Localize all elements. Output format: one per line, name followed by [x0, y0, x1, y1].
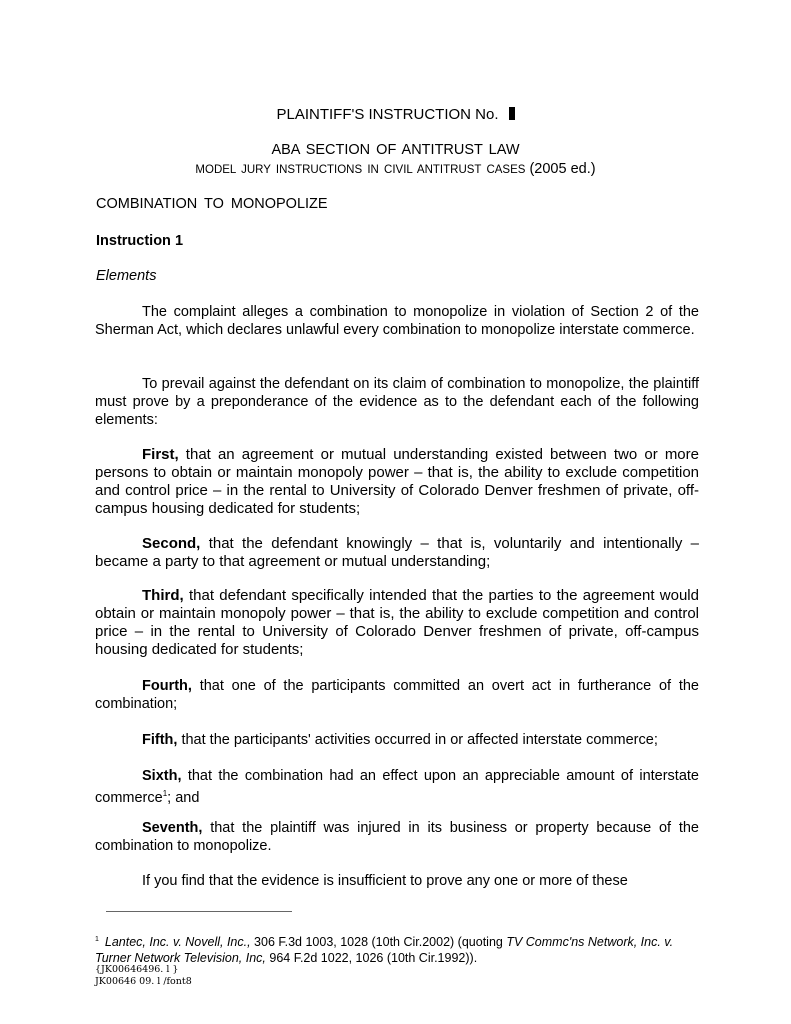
element-tail: ; and [167, 790, 200, 806]
source-line-1: ABA SECTION OF ANTITRUST LAW [271, 142, 520, 158]
element-fifth [95, 731, 699, 749]
subheading: Elements [96, 268, 157, 284]
citation: 306 F.3d 1003, 1028 (10th Cir.2002) (quoting [250, 935, 507, 949]
document-id-1: {JK00646496. l } [95, 964, 179, 975]
footnote-divider [106, 911, 292, 912]
paragraph-complaint: The complaint alleges a combination to monopolize in violation of Section 2 of the Sherman Act, which declares unlawful every combination to monopolize interstate commerce. [95, 304, 699, 338]
element-text: that the combination had an effect upon an appreciable amount of interstate commerce [95, 768, 699, 806]
footnote [95, 932, 705, 966]
element-label: Fifth, [142, 732, 178, 748]
footnote-marker: 1 [95, 936, 99, 943]
element-first [95, 446, 699, 518]
instruction-title [0, 106, 791, 123]
element-third [95, 587, 699, 659]
element-label: Seventh, [142, 820, 203, 836]
element-text: that the plaintiff was injured in its business or property because of the combination to monopolize. [95, 820, 699, 854]
paragraph-closing: If you find that the evidence is insufficient to prove any one or more of these [142, 873, 628, 889]
element-seventh [95, 819, 699, 855]
element-text: that the defendant knowingly – that is, voluntarily and intentionally – became a party to that agreement or mutual understanding; [95, 535, 699, 570]
element-sixth [95, 767, 699, 807]
element-text: that defendant specifically intended that the parties to the agreement would obtain or maintain monopoly power – that is, the ability to exclude competition and control price – in the rental to University of Colorado Denver freshmen of private, off-campus housing dedicated for students; [95, 587, 699, 658]
source-line-2 [0, 161, 791, 177]
element-label: Sixth, [142, 768, 182, 784]
element-label: First, [142, 446, 179, 463]
document-id-2: JK00646 09. l /font8 [95, 976, 192, 987]
element-text: that one of the participants committed an overt act in furtherance of the combination; [95, 678, 699, 712]
instruction-number: Instruction 1 [96, 233, 184, 249]
section-heading: COMBINATION TO MONOPOLIZE [96, 196, 328, 212]
element-label: Third, [142, 587, 184, 604]
element-second [95, 535, 699, 571]
footnote-ref[interactable]: 1 [162, 789, 168, 798]
source-edition: (2005 ed.) [529, 161, 596, 177]
redaction-block [509, 107, 515, 120]
element-fourth [95, 677, 699, 713]
element-label: Fourth, [142, 678, 192, 694]
citation: 964 F.2d 1022, 1026 (10th Cir.1992)). [265, 951, 478, 965]
title-text: PLAINTIFF'S INSTRUCTION No. [276, 106, 499, 123]
element-label: Second, [142, 535, 201, 552]
element-text: that an agreement or mutual understanding existed between two or more persons to obtain or maintain monopoly power – that is, the ability to exclude competition and control price – in the rental to University of Colorado Denver freshmen of private, off-campus housing dedicated for students; [95, 446, 699, 517]
element-text: that the participants' activities occurred in or affected interstate commerce; [177, 732, 658, 748]
source-title-smallcaps: MODEL JURY INSTRUCTIONS IN CIVIL ANTITRUST CASES [195, 164, 526, 176]
paragraph-prevail: To prevail against the defendant on its claim of combination to monopolize, the plaintiff must prove by a preponderance of the evidence as to the defendant each of the following elements: [95, 376, 699, 428]
case-name: TV Commc'ns Network, Inc. v. Turner Network Television, Inc, [95, 935, 674, 965]
case-name: Lantec, Inc. v. Novell, Inc., [104, 935, 251, 949]
